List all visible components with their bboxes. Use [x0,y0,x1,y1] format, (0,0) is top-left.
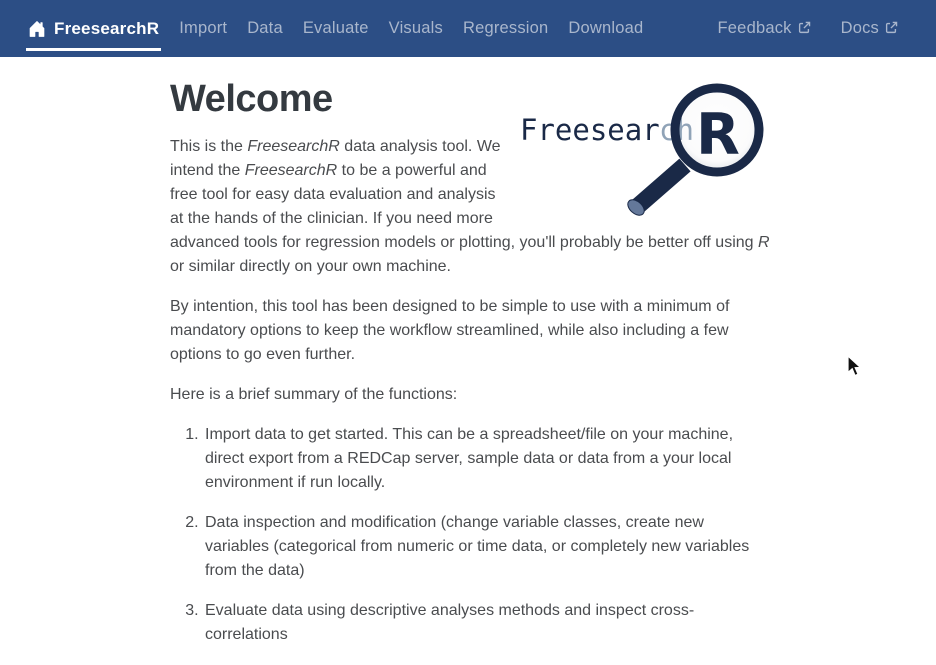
nav-item-feedback-label: Feedback [717,19,792,37]
summary-lead: Here is a brief summary of the functions: [170,385,458,403]
nav-item-docs[interactable] [831,19,908,38]
nav-item-import[interactable]: Import [179,19,228,37]
nav-item-evaluate[interactable]: Evaluate [302,19,369,37]
nav-item-data[interactable]: Data [247,19,283,37]
nav-item-regression[interactable]: Regression [462,19,549,37]
functions-list [170,423,770,647]
external-link-icon [885,21,898,34]
home-icon [28,20,46,38]
freesearchr-logo [520,77,770,222]
design-paragraph: By intention, this tool has been designed to be simple to use with a minimum of mandatory options to keep the workflow streamlined, while also including a few options to go even further. [170,297,730,363]
intro-paragraph: This is the FreesearchR data analysis tool. We intend the FreesearchR to be a powerful and free tool for easy data evaluation and analysis at the hands of the clinician. If you need more advanced tools for regression models or plotting, you'll probably be better off using R or similar directly on your own machine. [170,137,770,275]
nav-brand-freesearchr[interactable] [28,19,159,39]
list-item-evaluate: 3. Evaluate data using descriptive analyses methods and inspect cross-correlations [203,599,770,647]
page-title: Welcome [170,78,333,120]
nav-item-download[interactable]: Download [568,19,644,37]
nav-brand-label: FreesearchR [54,18,160,38]
nav-item-docs-label: Docs [840,19,879,37]
logo-lens-letter: R [696,102,740,168]
nav-links [169,19,653,38]
nav-right-links [708,19,908,38]
nav-item-feedback[interactable] [708,19,821,38]
main-content [170,57,770,647]
nav-item-visuals[interactable]: Visuals [388,19,443,37]
external-link-icon [798,21,811,34]
list-item-import: 1. Import data to get started. This can be a spreadsheet/file on your machine, direct export from a REDCap server, sample data or data from a your local environment if run locally. [203,423,770,495]
magnifier-handle-icon [625,165,685,218]
navbar [0,0,936,57]
logo-text-dark: Freesear [520,113,660,147]
list-item-data: 2. Data inspection and modification (change variable classes, create new variables (categorical from numeric or time data, or completely new variables from the data) [203,511,770,583]
logo-text-through-glass: ch [659,113,694,147]
mouse-cursor [847,355,862,383]
